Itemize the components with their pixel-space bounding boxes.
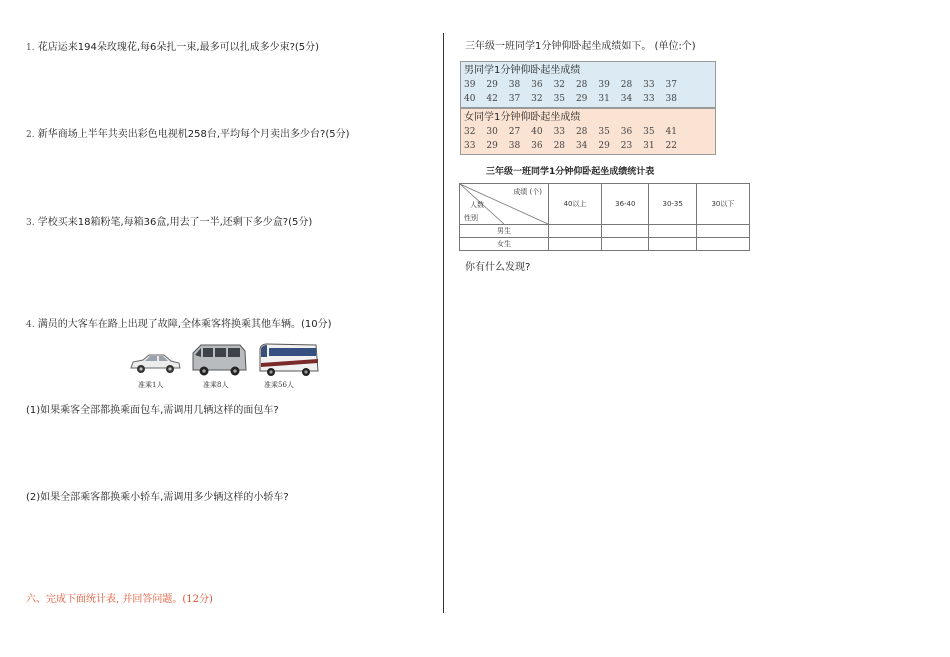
corner-gender-label: 性别 [464,214,478,222]
question-3: 3. 学校买来18箱粉笔,每箱36盒,用去了一半,还剩下多少盒?(5分) [26,217,313,228]
answer-cell[interactable] [602,225,649,238]
vehicle-illustrations [128,343,328,393]
question-1: 1. 花店运来194朵玫瑰花,每6朵扎一束,最多可以扎成多少束?(5分) [26,42,320,53]
column-header: 36-40 [602,184,649,225]
corner-count-label: 人数 [470,201,484,209]
table-row [460,225,750,238]
column-divider [443,33,444,613]
answer-cell[interactable] [549,225,602,238]
row-header: 男生 [460,225,549,238]
table-row [460,238,750,251]
boys-scores-title: 男同学1分钟仰卧起坐成绩 [464,65,581,76]
bus-label: 准乘56人 [264,381,294,389]
boys-row-2: 40 42 37 32 35 29 31 34 33 38 [464,94,677,104]
sub-question-1: (1)如果乘客全部都换乘面包车,需调用几辆这样的面包车? [26,405,279,416]
question-2-text: 新华商场上半年共卖出彩色电视机258台,平均每个月卖出多少台?(5分) [37,129,350,140]
row-header: 女生 [460,238,549,251]
column-header: 40以上 [549,184,602,225]
right-intro: 三年级一班同学1分钟仰卧起坐成绩如下。 (单位:个) [465,41,696,52]
stats-table [459,183,750,251]
findings-question: 你有什么发现? [465,262,531,273]
column-header: 30-35 [649,184,696,225]
question-1-text: 花店运来194朵玫瑰花,每6朵扎一束,最多可以扎成多少束?(5分) [37,42,320,53]
question-3-text: 学校买来18箱粉笔,每箱36盒,用去了一半,还剩下多少盒?(5分) [37,217,313,228]
car-icon [128,351,182,375]
answer-cell[interactable] [549,238,602,251]
bus-icon [258,343,320,377]
van-label: 准乘8人 [203,381,229,389]
question-2: 2. 新华商场上半年共卖出彩色电视机258台,平均每个月卖出多少台?(5分) [26,129,350,140]
stats-table-title: 三年级一班同学1分钟仰卧起坐成绩统计表 [486,167,655,177]
answer-cell[interactable] [602,238,649,251]
table-header-row [460,184,750,225]
question-4-text: 满员的大客车在路上出现了故障,全体乘客将换乘其他车辆。(10分) [37,319,332,330]
answer-cell[interactable] [696,238,749,251]
girls-row-2: 33 29 38 36 28 34 29 23 31 22 [464,141,677,151]
sub-question-2: (2)如果全部乘客都换乘小轿车,需调用多少辆这样的小轿车? [26,492,289,503]
table-corner-cell [460,184,549,225]
corner-score-label: 成绩 (个) [513,188,542,196]
answer-cell[interactable] [649,225,696,238]
section-6-heading: 六、完成下面统计表, 并回答问题。(12分) [26,594,213,605]
girls-scores-box [460,108,716,155]
column-header: 30以下 [696,184,749,225]
girls-row-1: 32 30 27 40 33 28 35 36 35 41 [464,127,677,137]
girls-scores-title: 女同学1分钟仰卧起坐成绩 [464,112,581,123]
car-label: 准乘1人 [138,381,164,389]
boys-row-1: 39 29 38 36 32 28 39 28 33 37 [464,80,677,90]
answer-cell[interactable] [649,238,696,251]
boys-scores-box [460,61,716,108]
answer-cell[interactable] [696,225,749,238]
van-icon [190,343,248,377]
question-4: 4. 满员的大客车在路上出现了故障,全体乘客将换乘其他车辆。(10分) [26,319,332,330]
